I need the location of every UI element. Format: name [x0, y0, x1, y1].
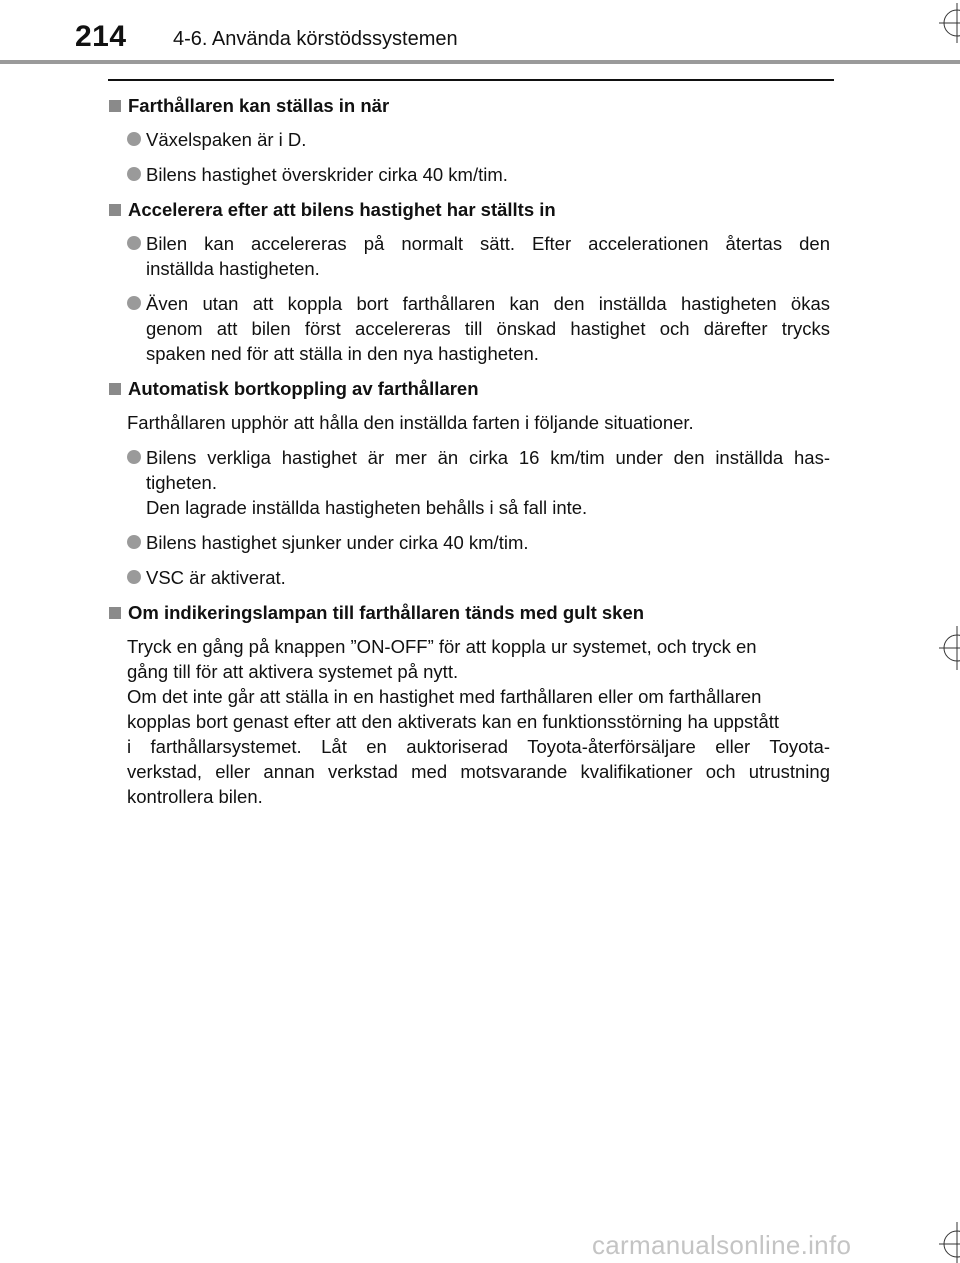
circle-bullet-icon [127, 236, 141, 250]
section-title: 4-6. Använda körstödssystemen [173, 28, 458, 50]
section-heading: Farthållaren kan ställas in när [108, 93, 830, 118]
header-rule [0, 60, 960, 64]
page-content [108, 93, 830, 819]
section-heading: Automatisk bortkoppling av farthållaren [108, 376, 830, 401]
circle-bullet-icon [127, 450, 141, 464]
page-number: 214 [75, 20, 127, 53]
list-item: Bilens hastighet sjunker under cirka 40 km/tim. [108, 530, 830, 555]
section-indicator-lamp [108, 600, 830, 809]
crop-mark-icon [937, 3, 960, 43]
circle-bullet-icon [127, 535, 141, 549]
content-rule [108, 79, 834, 81]
crop-mark-icon [937, 1222, 960, 1263]
circle-bullet-icon [127, 132, 141, 146]
section-heading: Om indikeringslampan till farthållaren tänds med gult sken [108, 600, 830, 625]
section-accelerate [108, 197, 830, 366]
paragraph: Tryck en gång på knappen ”ON-OFF” för att koppla ur systemet, och tryck en gång till för att aktivera systemet på nytt. Om det inte går att ställa in en hastighet med farthållaren eller om farthållaren kopplas bort genast efter att den aktiverats kan en funktionsstörning ha uppstått i farthållarsystemet. Låt en auktoriserad Toyota-återförsäljare eller Toyota- verkstad, eller annan verkstad med motsvarande kvalifikationer och utrustning kontrollera bilen. [127, 636, 830, 807]
section-auto-disengage [108, 376, 830, 590]
circle-bullet-icon [127, 296, 141, 310]
square-bullet-icon [109, 204, 121, 216]
list-item: VSC är aktiverat. [108, 565, 830, 590]
list-item: Växelspaken är i D. [108, 127, 830, 152]
section-settings [108, 93, 830, 187]
paragraph: Farthållaren upphör att hålla den inställda farten i följande situationer. [127, 412, 694, 433]
page-header [0, 0, 960, 64]
crop-mark-icon [937, 626, 960, 670]
square-bullet-icon [109, 383, 121, 395]
circle-bullet-icon [127, 167, 141, 181]
watermark: carmanualsonline.info [592, 1230, 852, 1260]
square-bullet-icon [109, 607, 121, 619]
list-item: Bilens hastighet överskrider cirka 40 km/tim. [108, 162, 830, 187]
circle-bullet-icon [127, 570, 141, 584]
list-item: Bilen kan accelereras på normalt sätt. Efter accelerationen återtas den inställda hastigheten. [108, 231, 830, 281]
list-item: Även utan att koppla bort farthållaren kan den inställda hastigheten ökas genom att bilen först accelereras till önskad hastighet och därefter trycks spaken ned för att ställa in den nya hastigheten. [108, 291, 830, 366]
square-bullet-icon [109, 100, 121, 112]
section-heading: Accelerera efter att bilens hastighet har ställts in [108, 197, 830, 222]
list-item: Bilens verkliga hastighet är mer än cirka 16 km/tim under den inställda has- tigheten. Den lagrade inställda hastigheten behålls i så fall inte. [108, 445, 830, 520]
